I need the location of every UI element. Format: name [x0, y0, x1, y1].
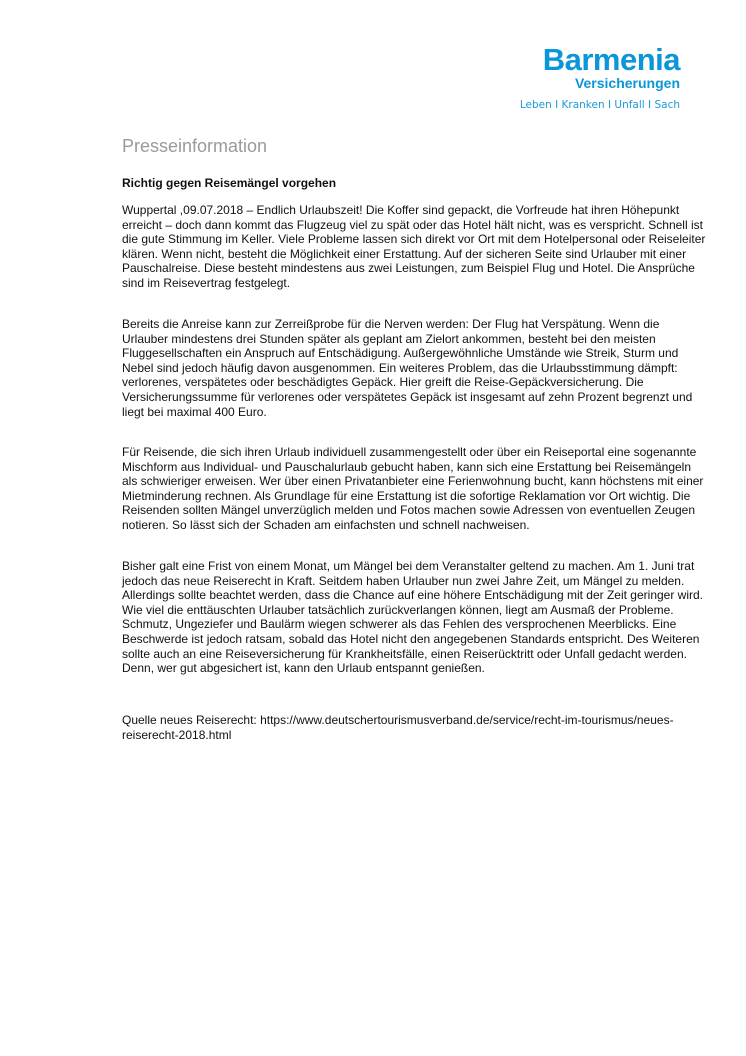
- text-line: Allerdings sollte beachtet werden, dass die Chance auf eine höhere Entschädigung mit der Zeit geringer wird.: [122, 588, 704, 603]
- text-line: die gute Stimmung im Keller. Viele Probleme lassen sich direkt vor Ort mit dem Hotelpersonal oder Reiseleiter: [122, 232, 706, 247]
- text-line: verlorenes, verspätetes oder beschädigtes Gepäck. Hier greift die Reise-Gepäckversicherung. Die: [122, 375, 644, 390]
- body-paragraph: [122, 317, 692, 419]
- text-line: Wie viel die enttäuschten Urlauber tatsächlich zurückverlangen können, liegt am Ausmaß der Probleme.: [122, 602, 674, 617]
- text-line: Schmutz, Ungeziefer und Baulärm wiegen schwerer als das Fehlen des versprochenen Meerblicks. Eine: [122, 617, 677, 632]
- text-line: Denn, wer gut abgesichert ist, kann den Urlaub entspannt genießen.: [122, 661, 485, 676]
- text-line: Bereits die Anreise kann zur Zerreißprobe für die Nerven werden: Der Flug hat Verspätung. Wenn die: [122, 317, 660, 331]
- body-paragraph: [122, 203, 705, 291]
- text-line: notieren. So lässt sich der Schaden am einfachsten und schnell nachweisen.: [122, 517, 530, 532]
- text-line: Wuppertal ,09.07.2018 – Endlich Urlaubszeit! Die Koffer sind gepackt, die Vorfreude hat ihren Höhepunkt: [122, 203, 680, 217]
- text-line: Bisher galt eine Frist von einem Monat, um Mängel bei dem Veranstalter geltend zu machen. Am 1. Juni trat: [122, 559, 695, 573]
- logo-tagline: Leben I Kranken I Unfall I Sach: [519, 99, 680, 111]
- barmenia-logo: [520, 44, 680, 112]
- text-line: Mischform aus Individual- und Pauschalurlaub gebucht haben, kann sich eine Erstattung bei Reisemängeln: [122, 459, 692, 474]
- text-line: reiserecht-2018.html: [122, 727, 232, 742]
- text-line: klären. Wenn nicht, besteht die Möglichkeit einer Erstattung. Auf der sicheren Seite sind Urlauber mit einer: [122, 246, 687, 261]
- text-line: Versicherungssumme für verlorenes oder verspätetes Gepäck ist insgesamt auf zehn Prozent begrenzt und: [122, 389, 693, 404]
- text-line: Reisenden sollten Mängel unverzüglich melden und Fotos machen sowie Adressen von eventuellen Zeugen: [122, 503, 696, 518]
- body-paragraph: [122, 445, 703, 533]
- body-paragraph: [122, 559, 703, 676]
- logo-subtitle: Versicherungen: [574, 75, 680, 91]
- text-line: liegt bei maximal 400 Euro.: [122, 404, 267, 419]
- source-paragraph: [122, 713, 674, 742]
- text-line: jedoch das neue Reiserecht in Kraft. Seitdem haben Urlauber nun zwei Jahre Zeit, um Mängel zu melden.: [122, 573, 685, 588]
- text-line: Für Reisende, die sich ihren Urlaub individuell zusammengestellt oder über ein Reiseportal eine sogenannte: [122, 445, 697, 459]
- text-line: sind im Reisevertrag festgelegt.: [122, 275, 291, 290]
- text-line: Mietminderung rechnen. Als Grundlage für eine Erstattung ist die sofortige Reklamation vor Ort wichtig. Die: [122, 488, 691, 503]
- document-type-title: Presseinformation: [122, 136, 268, 156]
- text-line: Quelle neues Reiserecht: https://www.deutschertourismusverband.de/service/recht-im-tourismus/neues-: [122, 713, 674, 727]
- text-line: sollte auch an eine Reiseversicherung für Krankheitsfälle, einen Reiserücktritt oder Unfall gedacht werden.: [122, 646, 687, 661]
- text-line: Beschwerde ist jedoch ratsam, sobald das Hotel nicht den angegebenen Standards entspricht. Des Weiteren: [122, 631, 700, 646]
- text-line: Fluggesellschaften ein Anspruch auf Entschädigung. Außergewöhnliche Umstände wie Streik, Sturm und: [122, 346, 679, 361]
- text-line: als schwieriger erweisen. Wer über einen Privatanbieter eine Ferienwohnung bucht, kann höchstens mit einer: [122, 474, 704, 489]
- text-line: Nebel sind jedoch häufig davon ausgenommen. Ein weiteres Problem, das die Urlaubsstimmung dämpft:: [122, 360, 678, 375]
- text-line: erreicht – doch dann kommt das Flugzeug viel zu spät oder das Hotel hält nicht, was es verspricht. Schnell ist: [122, 217, 703, 232]
- logo-brand: Barmenia: [542, 42, 680, 77]
- text-line: Urlauber mindestens drei Stunden später als geplant am Zielort ankommen, besteht bei den meisten: [122, 331, 656, 346]
- text-line: Pauschalreise. Diese besteht mindestens aus zwei Leistungen, zum Beispiel Flug und Hotel. Die Ansprüche: [122, 261, 695, 276]
- press-release-headline: Richtig gegen Reisemängel vorgehen: [122, 176, 337, 190]
